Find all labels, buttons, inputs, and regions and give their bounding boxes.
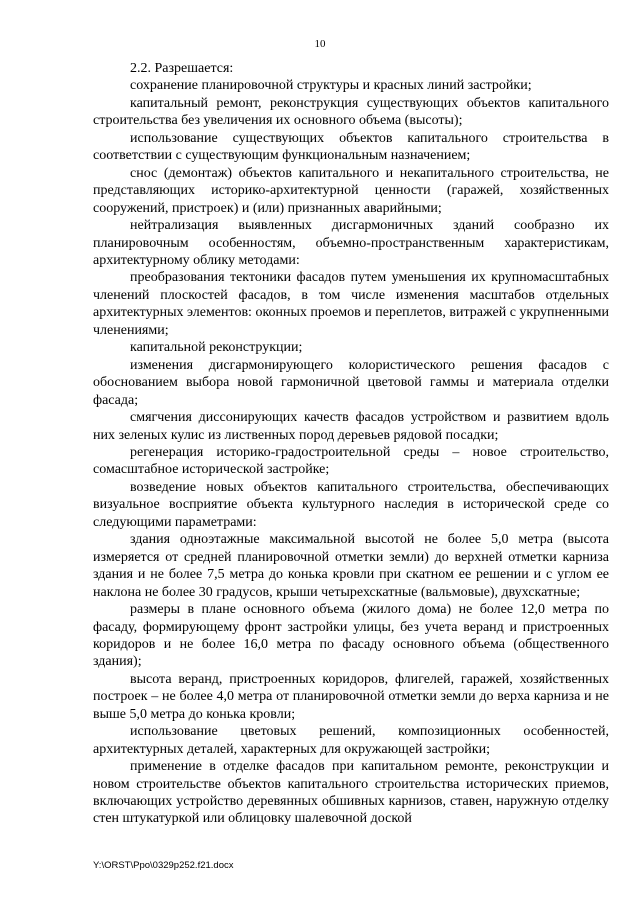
paragraph: изменения дисгармонирующего колористического решения фасадов с обоснованием выбора новой гармоничной цветовой гаммы и материала отделки фасада; [93, 357, 609, 408]
paragraph: снос (демонтаж) объектов капитального и некапитального строительства, не представляющих историко-архитектурной ценности (гаражей, хозяйственных сооружений, пристроек) и (или) признанных аварийными; [93, 165, 609, 216]
paragraph: здания одноэтажные максимальной высотой не более 5,0 метра (высота измеряется от средней планировочной отметки земли) до верхней отметки карниза здания и не более 7,5 метра до конька кровли при скатном ее решении и с углом ее наклона не более 30 градусов, крыши четырехскатные (вальмовые), двухскатные; [93, 532, 609, 600]
paragraph: размеры в плане основного объема (жилого дома) не более 12,0 метра по фасаду, формирующему фронт застройки улицы, без учета веранд и пристроенных коридоров и не более 16,0 метра по фасаду основного объема (общественного здания); [93, 602, 609, 670]
paragraph: капитальной реконструкции; [130, 340, 303, 356]
paragraph: сохранение планировочной структуры и красных линий застройки; [130, 78, 532, 94]
paragraph: высота веранд, пристроенных коридоров, флигелей, гаражей, хозяйственных построек – не более 4,0 метра от планировочной отметки земли до верха карниза и не выше 5,0 метра до конька кровли; [93, 671, 609, 722]
paragraph: применение в отделке фасадов при капитальном ремонте, реконструкции и новом строительстве объектов капитального строительства исторических приемов, включающих устройство деревянных обшивных карнизов, ставен, наружную отделку стен штукатуркой или облицовку шалевочной доской [93, 759, 609, 827]
paragraph: смягчения диссонирующих качеств фасадов устройством и развитием вдоль них зеленых кулис из лиственных пород деревьев рядовой посадки; [93, 410, 609, 443]
document-body [93, 60, 609, 828]
section-heading: 2.2. Разрешается: [130, 61, 234, 76]
paragraph: преобразования тектоники фасадов путем уменьшения их крупномасштабных членений плоскостей фасадов, в том числе изменения масштабов отдельных архитектурных элементов: оконных проемов и переплетов, витражей с укрупненными членениями; [93, 270, 609, 338]
paragraph: капитальный ремонт, реконструкция существующих объектов капитального строительства без увеличения их основного объема (высоты); [93, 95, 609, 129]
page-number: 10 [314, 38, 326, 50]
footer-file-path: Y:\ORST\Ppo\0329p252.f21.docx [93, 860, 234, 871]
paragraph: возведение новых объектов капитального строительства, обеспечивающих визуальное восприятие объекта культурного наследия в исторической среде со следующими параметрами: [93, 479, 609, 530]
paragraph: нейтрализация выявленных дисгармоничных зданий сообразно их планировочным особенностям, объемно-пространственным характеристикам, архитектурному облику методами: [93, 218, 609, 268]
paragraph: регенерация историко-градостроительной среды – новое строительство, сомасштабное исторической застройке; [93, 444, 609, 478]
paragraph: использование цветовых решений, композиционных особенностей, архитектурных деталей, характерных для окружающей застройки; [93, 724, 609, 757]
paragraph: использование существующих объектов капитального строительства в соответствии с существующим функциональным назначением; [93, 130, 609, 164]
